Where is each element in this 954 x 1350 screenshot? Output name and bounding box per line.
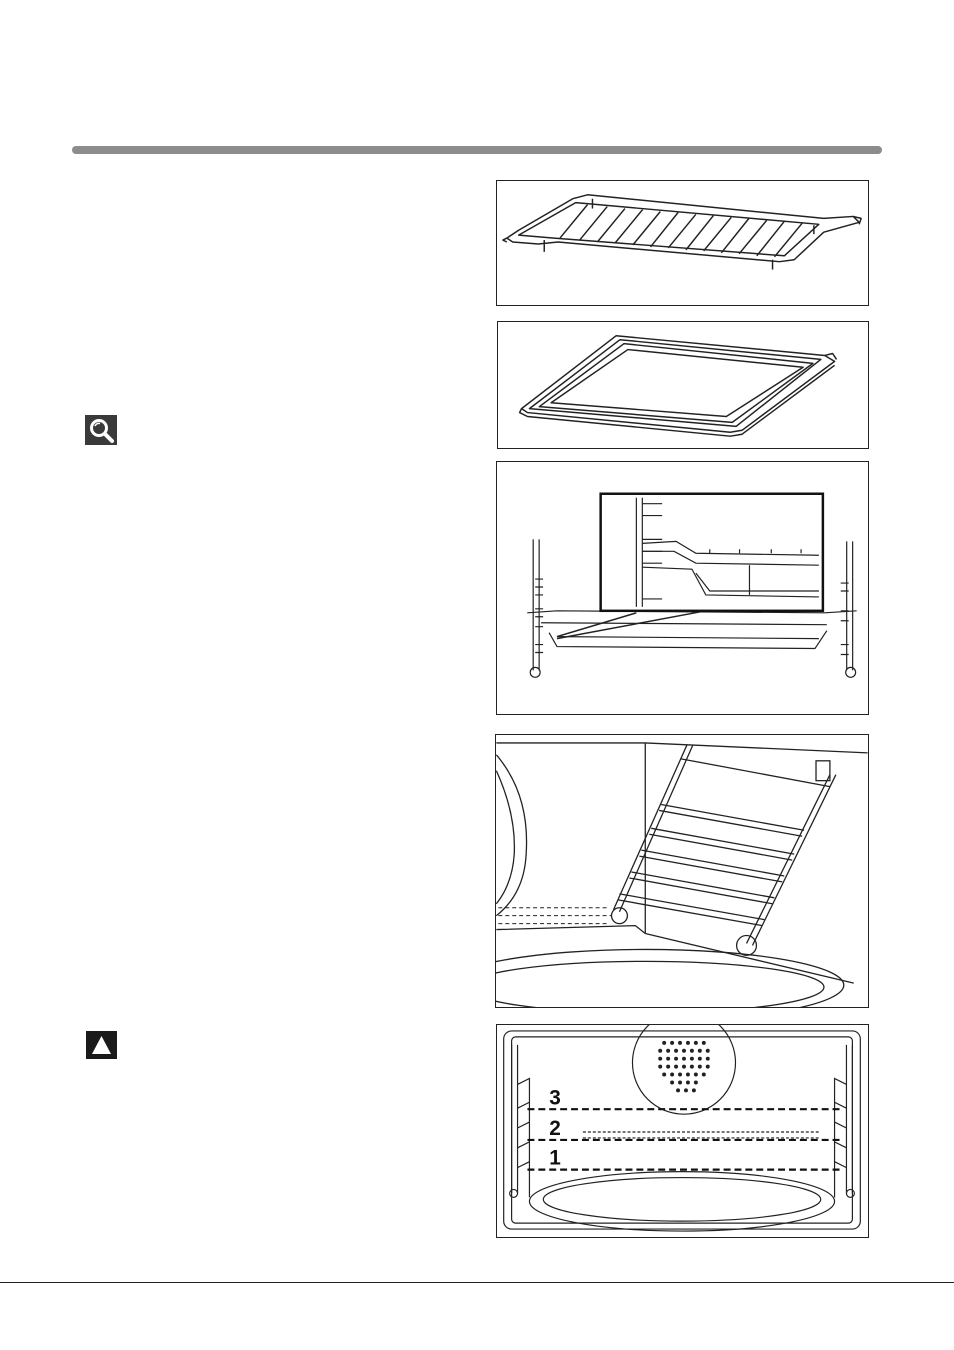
footer-rule [0, 1282, 954, 1283]
magnifier-icon [85, 415, 117, 445]
shelf-level-1-label: 1 [549, 1146, 561, 1170]
oven-shelf-levels-icon [497, 1025, 868, 1237]
wire-rack-figure [496, 180, 869, 306]
shelf-level-2-label: 2 [549, 1116, 561, 1140]
section-header-rule [72, 146, 882, 154]
oven-side-rack-icon [496, 735, 868, 1007]
baking-tray-icon [498, 322, 868, 448]
shelf-level-3-label: 3 [549, 1086, 561, 1110]
side-rack-install-figure [495, 734, 869, 1008]
shelf-guide-icon [497, 462, 868, 714]
baking-tray-figure [497, 321, 869, 449]
warning-icon [86, 1031, 117, 1059]
wire-rack-icon [497, 181, 868, 305]
shelf-guide-figure [496, 461, 869, 715]
shelf-levels-figure [496, 1024, 869, 1238]
